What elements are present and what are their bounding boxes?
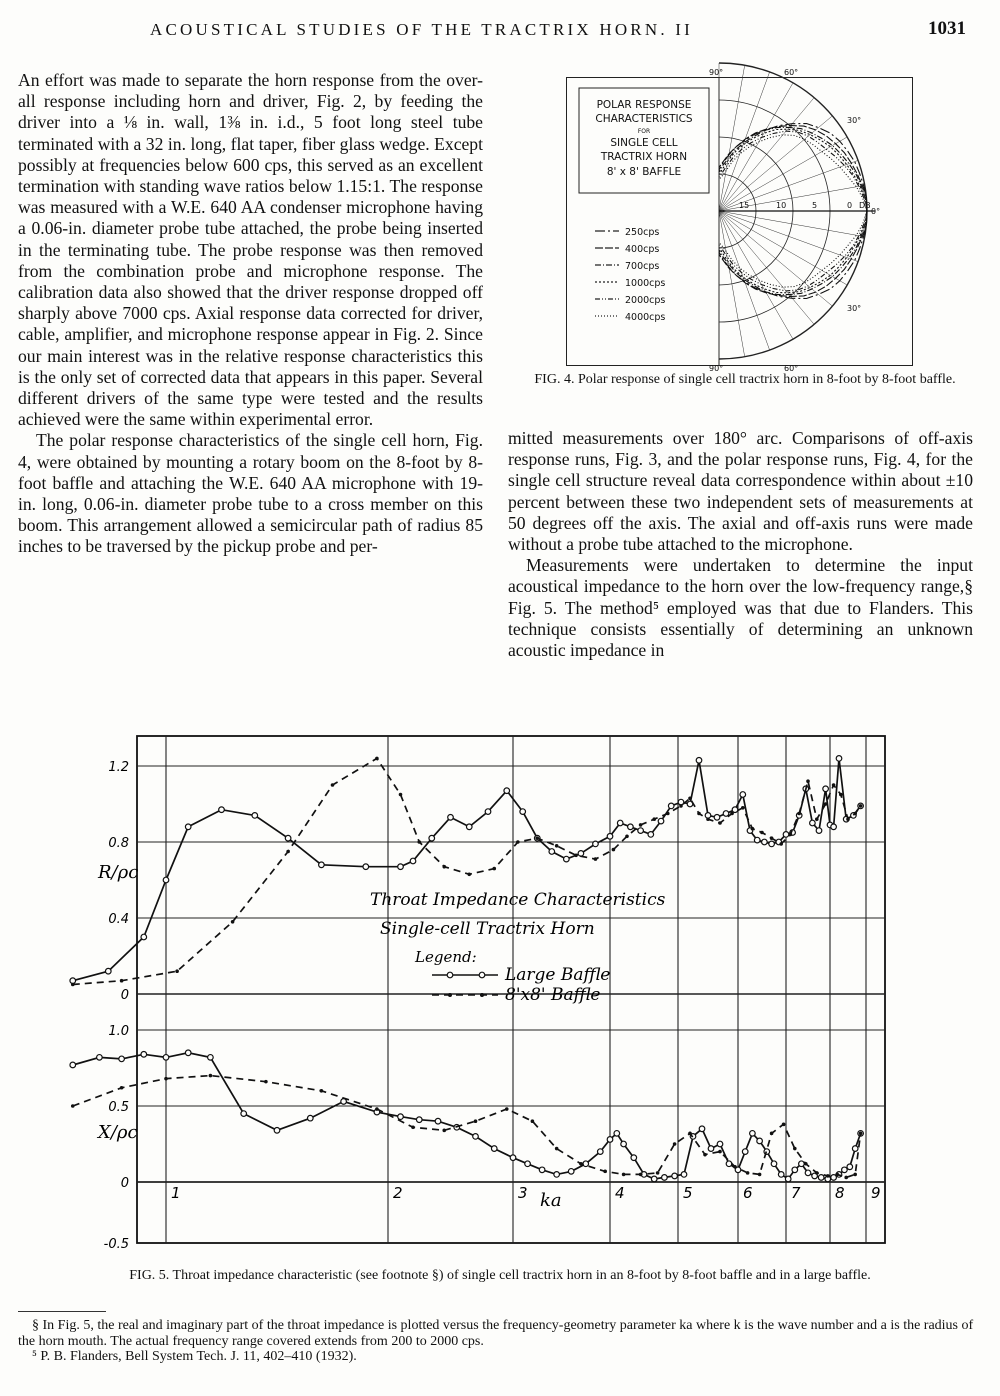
upper-point-large-baffle	[105, 968, 111, 974]
polar-title-line: FOR	[637, 128, 651, 135]
upper-point-8x8-baffle	[639, 823, 643, 827]
lower-point-8x8-baffle	[622, 1173, 626, 1177]
y-tick-lower: 0.5	[108, 1100, 129, 1115]
lower-point-large-baffle	[598, 1149, 604, 1155]
upper-point-8x8-baffle	[815, 817, 819, 821]
upper-point-8x8-baffle	[666, 812, 670, 816]
polar-spoke	[719, 211, 770, 350]
upper-point-large-baffle	[678, 799, 684, 805]
lower-point-large-baffle	[672, 1173, 678, 1179]
upper-point-8x8-baffle	[399, 793, 403, 797]
upper-point-large-baffle	[732, 807, 738, 813]
lower-point-8x8-baffle	[411, 1125, 415, 1129]
polar-title-line: CHARACTERISTICS	[595, 113, 693, 125]
footnote: ⁵ P. B. Flanders, Bell System Tech. J. 11, 402–410 (1932).	[32, 1349, 357, 1364]
upper-point-8x8-baffle	[741, 806, 745, 810]
lower-point-8x8-baffle	[835, 1173, 839, 1177]
lower-line-large-baffle	[73, 1053, 861, 1179]
legend-label: 2000cps	[625, 295, 666, 306]
paragraph: An effort was made to separate the horn response from the over-all response including horn and driver, Fig. 2, by feeding the driver into a ⅛ in. wall, 1⅜ in. i.d., 5 foot long steel tube terminated with a 32 in. long, flat taper, fiber glass wedge. Except possibly at frequencies below 600 cps, this served as an excellent termination with standing wave ratios below 1.15:1. The response was measured with a W.E. 640 AA condenser microphone having a 0.06-in. diameter probe tube attached, the probe being inserted in the terminating tube. The probe response was then removed from the combination probe and microphone response. The calibration data also showed that the driver response dropped off sharply above 7000 cps. Axial response data corrected for driver, cable, amplifier, and microphone response appear in Fig. 2. Since our main interest was in the relative response characteristics this is the only set of corrected data that appears in this paper. Several different drivers of the same type were tested and the results achieved were the same within experimental error.	[18, 70, 483, 430]
lower-point-8x8-baffle	[782, 1122, 786, 1126]
upper-point-8x8-baffle	[697, 812, 701, 816]
lower-point-large-baffle	[274, 1128, 280, 1134]
upper-point-8x8-baffle	[839, 793, 843, 797]
polar-title-line: TRACTRIX HORN	[600, 151, 688, 163]
lower-point-large-baffle	[805, 1170, 811, 1176]
lower-point-8x8-baffle	[853, 1173, 857, 1177]
polar-radial-label: 5	[812, 201, 818, 210]
upper-point-large-baffle	[485, 809, 491, 815]
lower-point-large-baffle	[778, 1172, 784, 1178]
polar-radial-label: 10	[776, 201, 787, 210]
polar-radial-label: DB	[859, 201, 871, 210]
upper-point-8x8-baffle	[442, 865, 446, 869]
lower-point-large-baffle	[799, 1161, 805, 1167]
lower-point-large-baffle	[818, 1175, 824, 1181]
lower-line-8x8-baffle	[73, 1076, 861, 1178]
footnotes	[18, 1318, 983, 1365]
lower-point-8x8-baffle	[639, 1173, 643, 1177]
lower-point-large-baffle	[614, 1131, 620, 1137]
upper-point-large-baffle	[696, 758, 702, 764]
upper-point-8x8-baffle	[492, 867, 496, 871]
upper-point-large-baffle	[831, 824, 837, 830]
legend-label: 400cps	[625, 244, 660, 255]
lower-point-large-baffle	[842, 1167, 848, 1173]
lower-point-8x8-baffle	[733, 1165, 737, 1169]
lower-point-8x8-baffle	[209, 1074, 213, 1078]
footnote-rule	[18, 1311, 106, 1312]
upper-point-large-baffle	[520, 809, 526, 815]
lower-point-large-baffle	[750, 1131, 756, 1137]
left-column	[18, 70, 483, 558]
upper-point-large-baffle	[740, 792, 746, 798]
lower-point-8x8-baffle	[688, 1132, 692, 1136]
y-tick-upper: 1.2	[108, 760, 129, 775]
x-tick: 8	[835, 1184, 845, 1202]
lower-point-8x8-baffle	[120, 1086, 124, 1090]
lower-point-large-baffle	[435, 1118, 441, 1124]
lower-point-large-baffle	[785, 1176, 791, 1182]
page-number: 1031	[928, 18, 966, 39]
upper-point-large-baffle	[429, 835, 435, 841]
upper-point-8x8-baffle	[467, 873, 471, 877]
y-tick-lower: -0.5	[103, 1237, 129, 1252]
lower-point-8x8-baffle	[804, 1162, 808, 1166]
upper-point-large-baffle	[836, 756, 842, 762]
lower-point-8x8-baffle	[603, 1170, 607, 1174]
figure-5-caption: FIG. 5. Throat impedance characteristic (see footnote §) of single cell tractrix horn in an 8-foot by 8-foot baffle and in a large baffle.	[129, 1268, 871, 1283]
running-head: ACOUSTICAL STUDIES OF THE TRACTRIX HORN. II	[150, 20, 693, 39]
legend-marker	[448, 993, 452, 997]
lower-point-large-baffle	[398, 1114, 404, 1120]
upper-point-8x8-baffle	[625, 835, 629, 839]
upper-point-8x8-baffle	[574, 854, 578, 858]
upper-point-large-baffle	[723, 811, 729, 817]
upper-point-large-baffle	[762, 839, 768, 845]
lower-point-large-baffle	[510, 1155, 516, 1161]
upper-point-large-baffle	[363, 864, 369, 870]
lower-point-large-baffle	[792, 1167, 798, 1173]
upper-point-8x8-baffle	[779, 842, 783, 846]
lower-point-large-baffle	[473, 1134, 479, 1140]
lower-point-8x8-baffle	[703, 1153, 707, 1157]
right-column	[508, 428, 973, 661]
polar-angle-labels	[709, 68, 880, 373]
lower-point-large-baffle	[742, 1149, 748, 1155]
upper-point-8x8-baffle	[853, 812, 857, 816]
upper-point-large-baffle	[504, 788, 510, 794]
y-tick-upper: 0	[120, 988, 129, 1003]
upper-point-8x8-baffle	[859, 804, 863, 808]
lower-point-large-baffle	[717, 1141, 723, 1147]
x-tick: 4	[615, 1184, 625, 1202]
upper-point-8x8-baffle	[612, 848, 616, 852]
upper-point-8x8-baffle	[535, 836, 539, 840]
lower-point-8x8-baffle	[505, 1107, 509, 1111]
upper-point-8x8-baffle	[846, 817, 850, 821]
y-tick-lower: 0	[120, 1176, 129, 1191]
upper-point-large-baffle	[185, 824, 191, 830]
polar-angle-label: 60°	[784, 364, 799, 373]
upper-point-8x8-baffle	[751, 827, 755, 831]
legend-label: 8'x8' Baffle	[505, 985, 601, 1005]
polar-angle-label: 90°	[709, 68, 724, 77]
y-label-upper: R/ρc	[98, 862, 139, 883]
upper-point-large-baffle	[816, 828, 822, 834]
legend-label: 250cps	[625, 227, 660, 238]
upper-point-large-baffle	[823, 786, 829, 792]
upper-point-8x8-baffle	[594, 857, 598, 861]
polar-plot	[567, 68, 912, 373]
footnote: § In Fig. 5, the real and imaginary part of the throat impedance is plotted versus the frequency-geometry parameter ka where k is the wave number and a is the radius of the horn mouth. The actual frequency range covered extends from 200 to 2000 cps.	[18, 1318, 974, 1349]
figure-5-chart	[0, 728, 1000, 1273]
upper-point-8x8-baffle	[120, 979, 124, 983]
lower-point-large-baffle	[539, 1167, 545, 1173]
x-tick: 6	[743, 1184, 753, 1202]
lower-point-8x8-baffle	[656, 1171, 660, 1175]
upper-point-large-baffle	[398, 864, 404, 870]
upper-point-large-baffle	[219, 807, 225, 813]
lower-point-8x8-baffle	[71, 1104, 75, 1108]
chart-annotation-subtitle: Single-cell Tractrix Horn	[380, 919, 595, 939]
legend-label: 1000cps	[625, 278, 666, 289]
y-tick-upper: 0.4	[108, 912, 129, 927]
lower-point-large-baffle	[699, 1126, 705, 1132]
lower-point-large-baffle	[491, 1146, 497, 1152]
polar-angle-label: 30°	[847, 304, 862, 313]
lower-point-8x8-baffle	[442, 1129, 446, 1133]
lower-point-large-baffle	[631, 1155, 637, 1161]
lower-point-large-baffle	[208, 1055, 214, 1061]
y-tick-lower: 1.0	[108, 1024, 129, 1039]
lower-point-large-baffle	[621, 1141, 627, 1147]
x-axis-label: ka	[540, 1190, 562, 1211]
polar-angle-label: 90°	[709, 364, 724, 373]
upper-point-large-baffle	[638, 828, 644, 834]
lower-point-large-baffle	[241, 1111, 247, 1117]
lower-point-large-baffle	[119, 1056, 125, 1062]
lower-point-large-baffle	[662, 1175, 668, 1181]
figure-4-polar	[566, 68, 913, 373]
upper-point-large-baffle	[705, 813, 711, 819]
upper-point-8x8-baffle	[770, 836, 774, 840]
upper-point-large-baffle	[648, 832, 654, 838]
upper-point-8x8-baffle	[375, 757, 379, 761]
x-tick: 5	[683, 1184, 693, 1202]
x-tick: 2	[393, 1184, 403, 1202]
x-tick: 3	[518, 1184, 528, 1202]
lower-point-8x8-baffle	[673, 1142, 677, 1146]
legend-marker	[480, 993, 484, 997]
upper-point-large-baffle	[628, 824, 634, 830]
lower-point-8x8-baffle	[579, 1162, 583, 1166]
upper-point-8x8-baffle	[417, 840, 421, 844]
upper-point-large-baffle	[549, 849, 555, 855]
lower-point-8x8-baffle	[793, 1147, 797, 1151]
upper-point-8x8-baffle	[555, 844, 559, 848]
lower-point-8x8-baffle	[770, 1132, 774, 1136]
lower-point-8x8-baffle	[758, 1173, 762, 1177]
polar-title	[595, 99, 693, 178]
upper-point-large-baffle	[564, 856, 570, 862]
lower-point-8x8-baffle	[746, 1171, 750, 1175]
legend-marker	[447, 972, 453, 978]
upper-point-8x8-baffle	[730, 812, 734, 816]
x-tick: 9	[871, 1184, 881, 1202]
impedance-chart	[0, 728, 1000, 1268]
upper-point-8x8-baffle	[231, 920, 235, 924]
polar-legend	[595, 227, 665, 323]
lower-point-large-baffle	[681, 1172, 687, 1178]
x-tick: 1	[171, 1184, 181, 1202]
upper-point-8x8-baffle	[331, 783, 335, 787]
lower-point-8x8-baffle	[474, 1119, 478, 1123]
upper-point-large-baffle	[668, 803, 674, 809]
upper-point-large-baffle	[617, 820, 623, 826]
upper-point-large-baffle	[285, 835, 291, 841]
upper-point-8x8-baffle	[652, 817, 656, 821]
chart-annotation-title: Throat Impedance Characteristics	[370, 890, 666, 910]
polar-radial-label: 15	[739, 201, 750, 210]
chart-annotation-legend: Legend:	[415, 948, 477, 966]
lower-point-large-baffle	[607, 1137, 613, 1143]
lower-point-8x8-baffle	[826, 1174, 830, 1178]
upper-point-8x8-baffle	[789, 833, 793, 837]
upper-point-large-baffle	[810, 820, 816, 826]
upper-point-large-baffle	[410, 858, 416, 864]
upper-point-large-baffle	[658, 818, 664, 824]
upper-point-8x8-baffle	[516, 840, 520, 844]
upper-point-8x8-baffle	[688, 797, 692, 801]
upper-point-8x8-baffle	[832, 783, 836, 787]
lower-point-8x8-baffle	[320, 1089, 324, 1093]
polar-title-line: POLAR RESPONSE	[596, 99, 692, 111]
lower-point-large-baffle	[97, 1055, 103, 1061]
lower-point-large-baffle	[847, 1164, 853, 1170]
lower-point-8x8-baffle	[718, 1150, 722, 1154]
upper-point-large-baffle	[163, 877, 169, 883]
upper-point-large-baffle	[70, 978, 76, 984]
lower-point-large-baffle	[852, 1146, 858, 1152]
x-tick: 7	[791, 1184, 801, 1202]
upper-point-8x8-baffle	[806, 779, 810, 783]
lower-point-8x8-baffle	[264, 1080, 268, 1084]
lower-point-large-baffle	[568, 1169, 574, 1175]
upper-point-8x8-baffle	[286, 850, 290, 854]
upper-point-large-baffle	[578, 851, 584, 857]
upper-point-large-baffle	[252, 813, 258, 819]
upper-point-large-baffle	[754, 837, 760, 843]
upper-point-8x8-baffle	[824, 802, 828, 806]
legend-marker	[479, 972, 485, 978]
upper-point-large-baffle	[466, 824, 472, 830]
legend-label: Large Baffle	[505, 965, 611, 985]
polar-title-line: 8' x 8' BAFFLE	[606, 166, 682, 178]
lower-point-large-baffle	[525, 1161, 531, 1167]
lower-point-8x8-baffle	[844, 1176, 848, 1180]
lower-point-8x8-baffle	[531, 1119, 535, 1123]
y-tick-upper: 0.8	[108, 836, 129, 851]
upper-point-8x8-baffle	[797, 812, 801, 816]
upper-point-8x8-baffle	[679, 804, 683, 808]
upper-point-large-baffle	[607, 834, 613, 840]
lower-point-large-baffle	[771, 1161, 777, 1167]
lower-point-large-baffle	[308, 1115, 314, 1121]
upper-point-8x8-baffle	[718, 821, 722, 825]
lower-point-large-baffle	[757, 1138, 763, 1144]
lower-point-large-baffle	[416, 1117, 422, 1123]
lower-point-large-baffle	[831, 1175, 837, 1181]
upper-point-8x8-baffle	[760, 831, 764, 835]
upper-point-large-baffle	[783, 832, 789, 838]
upper-point-large-baffle	[769, 841, 775, 847]
lower-point-large-baffle	[141, 1052, 147, 1058]
upper-point-large-baffle	[448, 815, 454, 821]
lower-point-8x8-baffle	[815, 1171, 819, 1175]
lower-point-large-baffle	[163, 1055, 169, 1061]
lower-point-large-baffle	[70, 1062, 76, 1068]
lower-point-large-baffle	[185, 1050, 191, 1056]
upper-point-large-baffle	[593, 841, 599, 847]
polar-spoke	[719, 211, 858, 262]
figure-4-caption: FIG. 4. Polar response of single cell tractrix horn in 8-foot by 8-foot baffle.	[534, 372, 956, 387]
lower-point-8x8-baffle	[375, 1107, 379, 1111]
polar-title-line: SINGLE CELL	[610, 137, 678, 149]
polar-angle-label: 0°	[871, 207, 881, 216]
lower-point-large-baffle	[554, 1172, 560, 1178]
lower-point-8x8-baffle	[164, 1077, 168, 1081]
upper-point-large-baffle	[319, 862, 325, 868]
legend-label: 4000cps	[625, 312, 666, 323]
lower-point-large-baffle	[583, 1161, 589, 1167]
polar-radial-label: 0	[847, 201, 853, 210]
polar-grid	[719, 63, 875, 365]
polar-angle-label: 60°	[784, 68, 799, 77]
upper-point-8x8-baffle	[706, 817, 710, 821]
polar-spoke	[719, 72, 770, 211]
paragraph: mitted measurements over 180° arc. Comparisons of off-axis response runs, Fig. 3, and the polar response runs, Fig. 4, for the single cell structure reveal data correspondence within about ±10 percent between these two independent sets of measurements at 50 degrees off the axis. The axial and off-axis runs were made without a probe tube attached to the microphone.	[508, 428, 973, 555]
lower-point-8x8-baffle	[859, 1132, 863, 1136]
legend-label: 700cps	[625, 261, 660, 272]
paragraph: Measurements were undertaken to determine the input acoustical impedance to the horn over the low-frequency range,§ Fig. 5. The method⁵ employed was that due to Flanders. This technique consists essentially of determining an unknown acoustic impedance in	[508, 555, 973, 661]
paragraph: The polar response characteristics of the single cell horn, Fig. 4, were obtained by mounting a rotary boom on the 8-foot by 8-foot baffle and attaching the W.E. 640 AA microphone with 19-in. long, 0.06-in. diameter probe tube to a cross member on this boom. This arrangement allowed a semicircular path of radius 85 inches to be traversed by the pickup probe and per-	[18, 430, 483, 557]
polar-angle-label: 30°	[847, 116, 862, 125]
y-label-lower: X/ρc	[98, 1122, 138, 1143]
upper-point-large-baffle	[141, 934, 147, 940]
upper-point-8x8-baffle	[71, 983, 75, 987]
lower-point-large-baffle	[708, 1146, 714, 1152]
lower-point-large-baffle	[651, 1176, 657, 1182]
upper-point-large-baffle	[714, 815, 720, 821]
upper-point-8x8-baffle	[175, 969, 179, 973]
lower-point-8x8-baffle	[555, 1147, 559, 1151]
